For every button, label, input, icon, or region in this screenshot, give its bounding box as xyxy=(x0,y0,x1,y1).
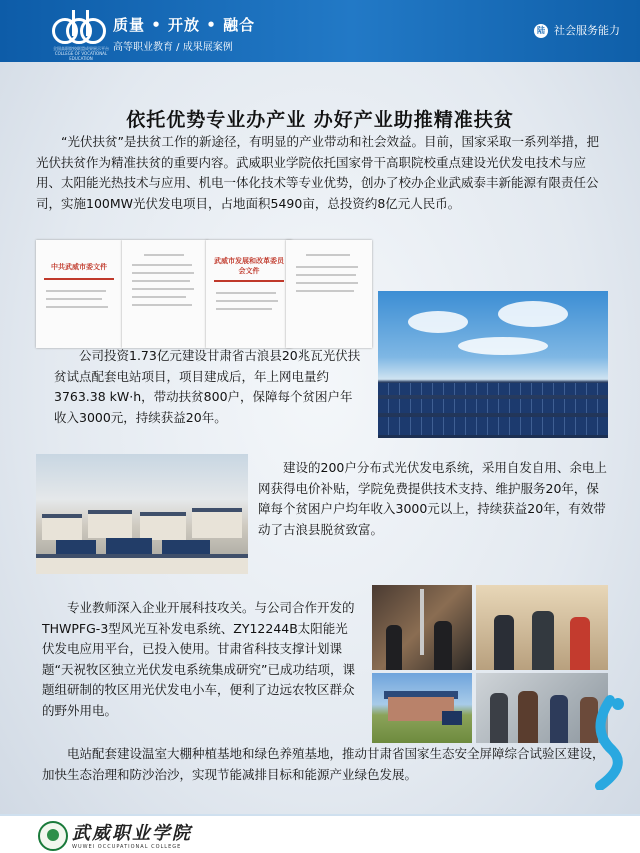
village-rooftop-solar-photo xyxy=(36,454,248,574)
header-banner xyxy=(0,0,640,62)
herder-house-photo xyxy=(372,673,472,743)
category-label xyxy=(534,22,620,38)
header-subtitle: 高等职业教育 / 成果展案例 xyxy=(113,42,233,53)
footer-bar xyxy=(0,814,640,853)
document-thumbnail-3 xyxy=(206,240,292,348)
school-emblem-icon xyxy=(38,821,68,851)
paragraph-ecology: 电站配套建设温室大棚种植基地和绿色养殖基地，推动甘肃省国家生态安全屏障综合试验区建设，加快生态治理和防沙治沙，实现节能减排目标和能源产业绿色发展。 xyxy=(42,746,605,782)
school-name-cn: 武威职业学院 xyxy=(72,823,192,844)
dcp-logo-icon xyxy=(52,10,108,46)
doc-title: 中共武威市委文件 xyxy=(51,263,107,271)
team-photo xyxy=(476,585,608,670)
page-title: 依托优势专业办产业 办好产业助推精准扶贫 xyxy=(126,108,514,131)
category-icon: 陆 xyxy=(534,24,548,38)
document-thumbnail-1 xyxy=(36,240,122,348)
category-text: 社会服务能力 xyxy=(554,24,620,37)
document-thumbnail-2 xyxy=(122,240,208,348)
document-thumbnail-4 xyxy=(286,240,372,348)
doc-title: 武威市发展和改革委员会文件 xyxy=(214,257,284,275)
solar-farm-photo xyxy=(378,291,608,438)
paragraph-distributed: 建设的200户分布式光伏发电系统，采用自发自用、余电上网获得电价补贴，学院免费提供技术支持、维护服务20年，保障每个贫困户户均年收入3000元以上，持续获益20年，有效带动了古浪县脱贫致富。 xyxy=(258,460,607,537)
paragraph-research: 专业教师深入企业开展科技攻关。与公司合作开发的THWPFG-3型风光互补发电系统、ZY12244B太阳能光伏发电应用平台，已投入使用。甘肃省科技支撑计划课题“天祝牧区独立光伏发电系统集成研究”已成功结项，课题组研制的牧区用光伏发电小车，便利了边远农牧区群众的野外用电。 xyxy=(42,600,355,718)
intro-paragraph: “光伏扶贫”是扶贫工作的新途径，有明显的产业带动和社会效益。目前，国家采取一系列举措，把光伏扶贫作为精准扶贫的重要内容。武威职业学院依托国家骨干高职院校重点建设光伏发电技术与应用、太阳能光热技术与应用、机电一体化技术等专业优势，创办了校办企业武威泰丰新能源有限责任公司，实施100MW光伏发电项目，占地面积5490亩，总投资约8亿元人民币。 xyxy=(36,134,599,211)
paragraph-project: 公司投资1.73亿元建设甘肃省古浪县20兆瓦光伏扶贫试点配套电站项目，项目建成后，年上网电量约3763.38 kW·h，带动扶贫800户，保障每个贫困户年收入3000元，持续获益20年。 xyxy=(54,348,361,425)
logo-caption: 全国高职院校联盟成果展示平台 COLLEGE OF VOCATIONAL EDUCATION xyxy=(53,46,109,61)
school-name-en: WUWEI OCCUPATIONAL COLLEGE xyxy=(72,844,182,850)
lab-equipment-photo xyxy=(372,585,472,670)
decorative-swoosh-icon xyxy=(560,690,630,790)
header-slogan: 质量 • 开放 • 融合 xyxy=(113,16,256,34)
